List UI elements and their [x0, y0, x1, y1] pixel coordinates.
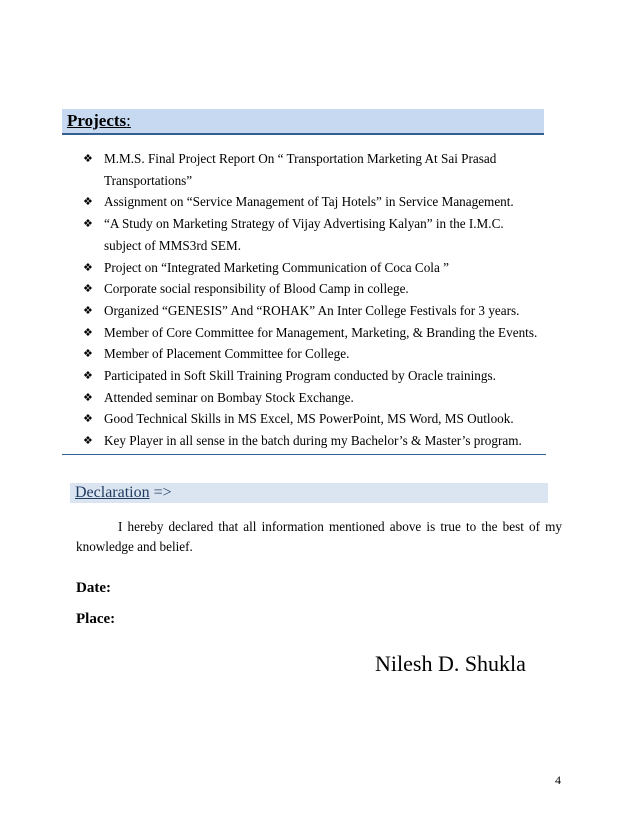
declaration-text: I hereby declared that all information mentioned above is true to the best of my knowledge and belief. — [76, 519, 562, 554]
diamond-bullet-icon: ❖ — [83, 152, 93, 165]
list-item: ❖ Member of Core Committee for Management, Marketing, & Branding the Events. — [83, 322, 543, 344]
list-item: ❖ Member of Placement Committee for College. — [83, 343, 543, 365]
diamond-bullet-icon: ❖ — [83, 369, 93, 383]
diamond-bullet-icon: ❖ — [83, 303, 93, 317]
diamond-bullet-icon: ❖ — [83, 282, 93, 296]
diamond-bullet-icon: ❖ — [83, 347, 93, 361]
projects-list — [83, 148, 543, 452]
place-label: Place: — [76, 611, 116, 627]
list-item: ❖ M.M.S. Final Project Report On “ Transportation Marketing At Sai Prasad Transportations” — [83, 148, 543, 191]
list-item: ❖ “A Study on Marketing Strategy of Vijay Advertising Kalyan” in the I.M.C. subject of MMS3rd SEM. — [83, 213, 543, 256]
section-divider — [62, 454, 546, 455]
projects-title: Projects: — [67, 111, 131, 130]
list-item: ❖ Participated in Soft Skill Training Program conducted by Oracle trainings. — [83, 365, 543, 387]
diamond-bullet-icon: ❖ — [83, 434, 93, 448]
diamond-bullet-icon: ❖ — [83, 390, 93, 404]
date-label: Date: — [76, 580, 111, 596]
signature-name: Nilesh D. Shukla — [375, 651, 526, 676]
list-item: ❖ Good Technical Skills in MS Excel, MS PowerPoint, MS Word, MS Outlook. — [83, 408, 543, 430]
declaration-title: Declaration => — [75, 484, 172, 501]
list-item: ❖ Project on “Integrated Marketing Communication of Coca Cola ” — [83, 257, 543, 279]
diamond-bullet-icon: ❖ — [83, 260, 93, 274]
list-item: ❖ Assignment on “Service Management of Taj Hotels” in Service Management. — [83, 191, 543, 213]
diamond-bullet-icon: ❖ — [83, 217, 93, 231]
diamond-bullet-icon: ❖ — [83, 412, 93, 426]
list-item: ❖ Attended seminar on Bombay Stock Exchange. — [83, 387, 543, 409]
diamond-bullet-icon: ❖ — [83, 195, 93, 209]
list-item: ❖ Corporate social responsibility of Blood Camp in college. — [83, 278, 543, 300]
page-number: 4 — [555, 773, 561, 787]
projects-section-header — [62, 109, 544, 135]
list-item: ❖ Organized “GENESIS” And “ROHAK” An Inter College Festivals for 3 years. — [83, 300, 543, 322]
diamond-bullet-icon: ❖ — [83, 325, 93, 339]
list-item: ❖ Key Player in all sense in the batch during my Bachelor’s & Master’s program. — [83, 430, 543, 452]
declaration-section-header — [70, 483, 548, 503]
